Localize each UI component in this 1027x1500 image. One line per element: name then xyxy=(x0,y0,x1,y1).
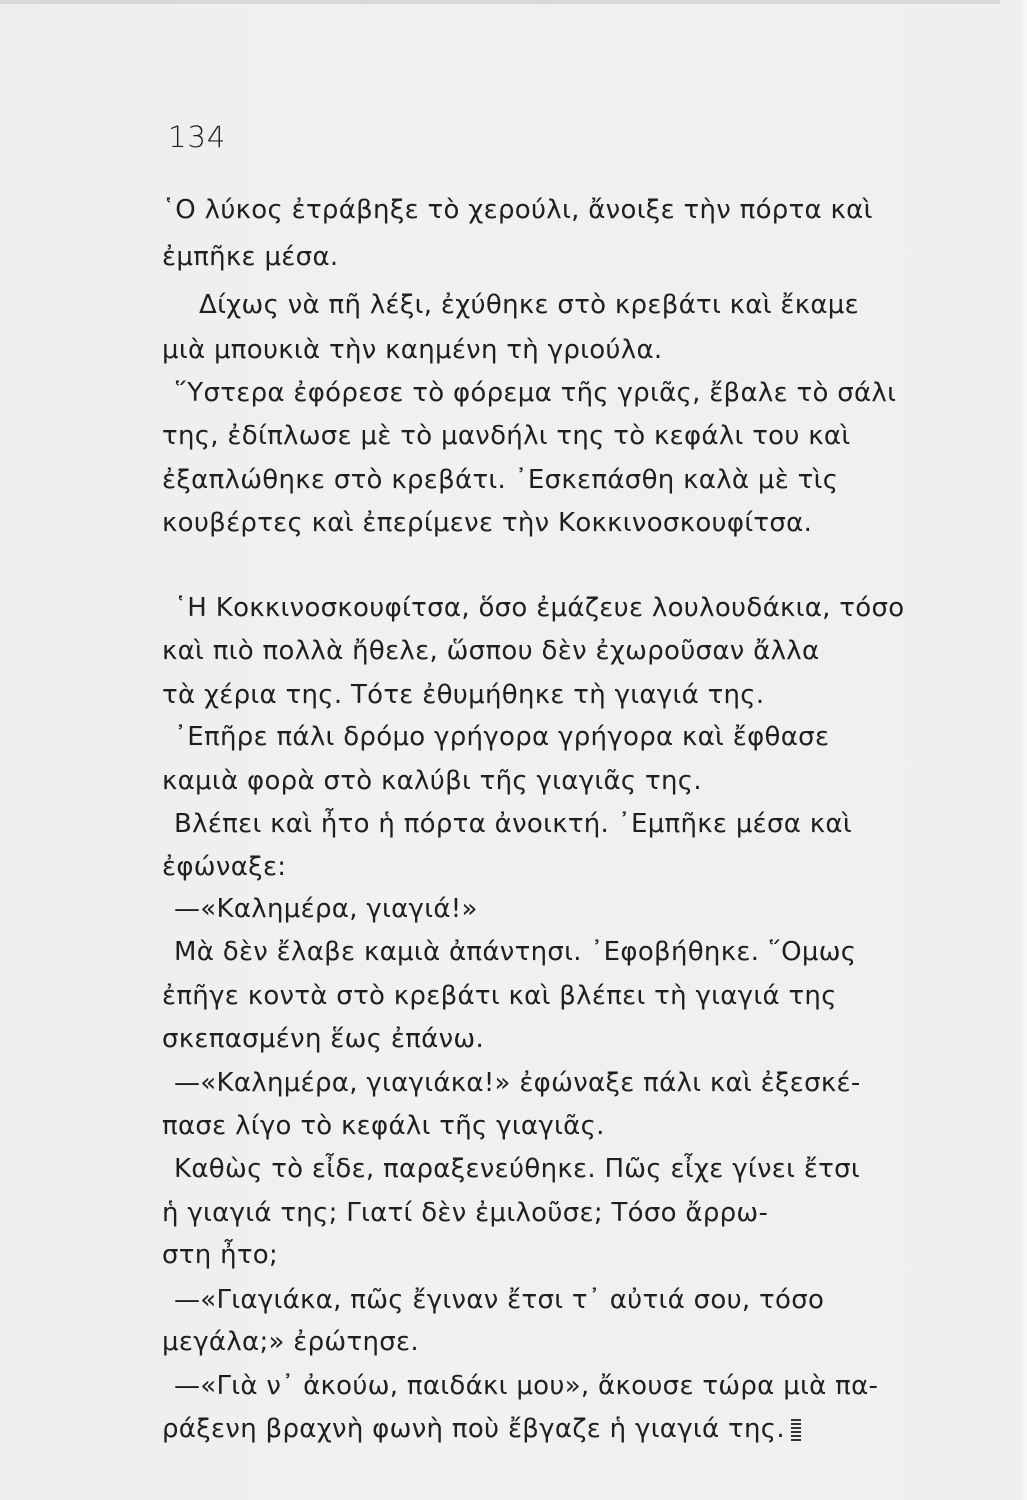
text-line: τὰ χέρια της. Τότε ἐθυμήθηκε τὴ γιαγιά της. xyxy=(162,680,765,710)
page-number: 134 xyxy=(168,120,227,154)
end-mark-icon xyxy=(791,1417,801,1441)
text-line: ᾿Επῆρε πάλι δρόμο γρήγορα γρήγορα καὶ ἔφθασε xyxy=(174,722,830,752)
text-line: ῞Υστερα ἐφόρεσε τὸ φόρεμα τῆς γριᾶς, ἔβαλε τὸ σάλι xyxy=(174,378,897,408)
text-line: μεγάλα;» ἐρώτησε. xyxy=(162,1327,419,1357)
last-line-wrap xyxy=(162,1409,801,1449)
text-line: —«Γιὰ ν᾿ ἀκούω, παιδάκι μου», ἄκουσε τώρα μιὰ πα- xyxy=(174,1371,879,1401)
text-line: Μὰ δὲν ἔλαβε καμιὰ ἀπάντησι. ᾿Εφοβήθηκε. ῞Ομως xyxy=(174,937,857,967)
text-line: Δίχως νὰ πῆ λέξι, ἐχύθηκε στὸ κρεβάτι καὶ ἔκαμε xyxy=(199,290,859,320)
text-line: ράξενη βραχνὴ φωνὴ ποὺ ἔβγαζε ἡ γιαγιά της. xyxy=(162,1414,785,1444)
text-line: ἐπῆγε κοντὰ στὸ κρεβάτι καὶ βλέπει τὴ γιαγιά της xyxy=(162,981,837,1011)
text-line: —«Καλημέρα, γιαγιά!» xyxy=(174,894,478,924)
text-line: σκεπασμένη ἕως ἐπάνω. xyxy=(162,1024,485,1054)
text-line: μιὰ μπουκιὰ τὴν καημένη τὴ γριούλα. xyxy=(162,335,663,365)
text-line: ἐφώναξε: xyxy=(162,852,287,882)
text-line: κουβέρτες καὶ ἐπερίμενε τὴν Κοκκινοσκουφίτσα. xyxy=(162,508,813,538)
text-line: ἡ γιαγιά της; Γιατί δὲν ἐμιλοῦσε; Τόσο ἄρρω- xyxy=(162,1198,769,1228)
text-line: ῾Ο λύκος ἐτράβηξε τὸ χερούλι, ἄνοιξε τὴν πόρτα καὶ xyxy=(162,195,873,225)
text-line: καὶ πιὸ πολλὰ ἤθελε, ὥσπου δὲν ἐχωροῦσαν ἄλλα xyxy=(162,636,820,666)
text-line: —«Καλημέρα, γιαγιάκα!» ἐφώναξε πάλι καὶ ἐξεσκέ- xyxy=(174,1068,861,1098)
text-line: ῾Η Κοκκινοσκουφίτσα, ὅσο ἐμάζευε λουλουδάκια, τόσο xyxy=(174,593,905,623)
text-line: ἐμπῆκε μέσα. xyxy=(162,242,339,272)
text-line: πασε λίγο τὸ κεφάλι τῆς γιαγιᾶς. xyxy=(162,1111,605,1141)
page-right-edge xyxy=(1023,0,1027,1500)
text-line: της, ἐδίπλωσε μὲ τὸ μανδήλι της τὸ κεφάλι του καὶ xyxy=(162,421,851,451)
page-top-edge xyxy=(0,0,1000,4)
text-line: καμιὰ φορὰ στὸ καλύβι τῆς γιαγιᾶς της. xyxy=(162,766,702,796)
text-line: ἐξαπλώθηκε στὸ κρεβάτι. ᾿Εσκεπάσθη καλὰ μὲ τὶς xyxy=(162,465,839,495)
text-line: —«Γιαγιάκα, πῶς ἔγιναν ἔτσι τ᾿ αὐτιά σου, τόσο xyxy=(174,1285,825,1315)
text-line: Βλέπει καὶ ἦτο ἡ πόρτα ἀνοικτή. ᾿Εμπῆκε μέσα καὶ xyxy=(174,809,852,839)
text-line: Καθὼς τὸ εἶδε, παραξενεύθηκε. Πῶς εἶχε γίνει ἔτσι xyxy=(174,1154,861,1184)
text-line: στη ἦτο; xyxy=(162,1240,279,1270)
